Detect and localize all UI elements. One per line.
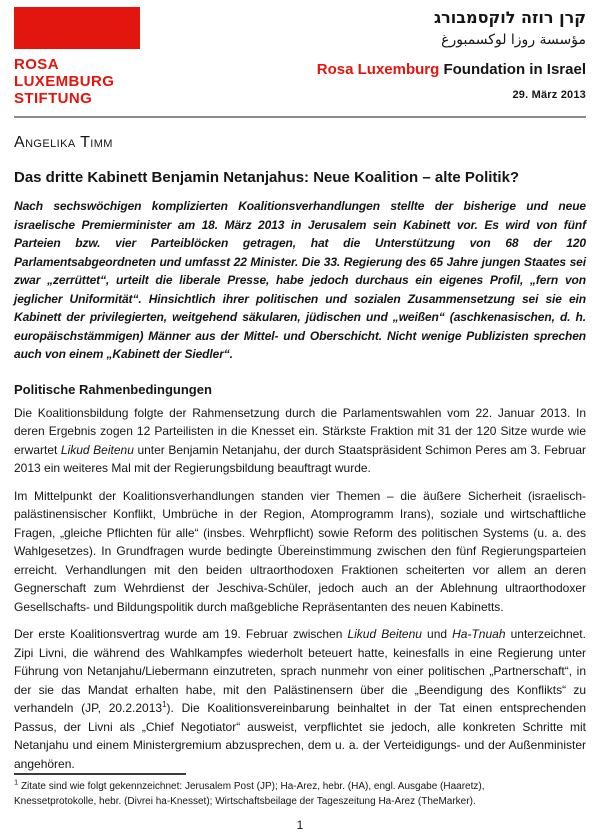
- org-name-english: [317, 61, 586, 79]
- paragraph-text: unter Benjamin Netanjahu, der durch Staatspräsident Schimon Peres am 3. Februar 2013 ein weiteres Mal mit der Regierungsbildung beauftragt wurde.: [14, 442, 586, 475]
- footnote-reference: 1: [162, 700, 167, 709]
- document-date: 29. März 2013: [512, 89, 586, 101]
- party-name: Likud Beitenu: [347, 627, 422, 641]
- paragraph-text: ). Die Koalitionsvereinbarung beinhaltet in der Tat einen entsprechenden Passus, der Livni als „Chief Negotiator“ ausweist, verpflichtet sie jedoch, alle konkreten Schritte mit Netanjahu und einem Ministergremium abzusprechen, dem u. a. der Verteidigungs- und der Außenminister angehören.: [14, 701, 586, 771]
- party-name: Ha-Tnuah: [452, 627, 506, 641]
- paragraph-text: Die Koalitionsbildung folgte der Rahmensetzung durch die Parlamentswahlen vom 22. Januar 2013. In deren Ergebnis zogen 12 Parteilisten in die Knesset ein. Stärkste Fraktion mit 31 der 120 Sitze wurde wie erwartet: [14, 405, 586, 457]
- footnote-text: Zitate sind wie folgt gekennzeichnet: Jerusalem Post (JP); Ha-Arez, hebr. (HA), engl. Ausgabe (Haaretz), Knessetprotokolle, hebr. (Divrei ha-Knesset); Wirtschaftsbeilage der Tageszeitung Ha-Arez (TheMarker).: [14, 781, 485, 807]
- party-name: Likud Beitenu: [60, 442, 134, 457]
- footnote: [14, 777, 519, 809]
- org-name-red-part: Rosa Luxemburg: [316, 61, 440, 78]
- article-title: Das dritte Kabinett Benjamin Netanjahus: Neue Koalition – alte Politik?: [14, 169, 520, 186]
- intro-abstract: Nach sechswöchigen komplizierten Koalitionsverhandlungen stellte der bisherige und neue israelische Premierminister am 18. März 2013 in Jerusalem sein Kabinett vor. Es wird von fünf Parteien bzw. vier Parteiblöcken getragen, hat die Unterstützung von 68 der 120 Parlamentsabgeordneten und umfasst 22 Minister. Die 33. Regierung des 65 Jahre jungen Staates sei zwar „zerrüttet“, urteilt die liberale Presse, habe jedoch durchaus ein eigenes Profil, „fern von jeglicher Uniformität“. Hinsichtlich ihrer politischen und sozialen Zusammensetzung sei sie ein Kabinett der privilegierten, weitgehend säkularen, jüdischen und „weißen“ (aschkenasischen, d. h. europäischstämmigen) Männer aus der Mittel- und Oberschicht. Nicht wenige Publizisten sprechen auch von einem „Kabinett der Siedler“.: [14, 199, 586, 361]
- paragraph: [14, 404, 586, 478]
- section-heading: Politische Rahmenbedingungen: [14, 381, 212, 397]
- author-name: Angelika Timm: [14, 134, 113, 151]
- footnote-marker: 1: [14, 777, 19, 787]
- document-header: [14, 7, 586, 107]
- logo-text-line: STIFTUNG: [14, 90, 93, 107]
- document-footer: [14, 773, 586, 832]
- page-number: 1: [296, 818, 304, 832]
- logo-red-block: [14, 7, 140, 49]
- org-name-black-part: Foundation in Israel: [443, 61, 586, 78]
- header-right-block: [317, 7, 586, 101]
- org-name-hebrew: קרן רוזה לוקסמבורג: [433, 8, 586, 27]
- rls-logo: [14, 7, 140, 107]
- paragraph-text: unterzeichnet. Zipi Livni, die während des Wahlkampfes wiederholt beteuert hatte, keinesfalls in eine Regierung unter Führung von Netanjahu/Liebermann einzutreten, sprach nunmehr von einer politischen „Partnerschaft“, in der sie das Mandat erhalten habe, mit den Palästinensern über die „Beendigung des Konflikts“ zu verhandeln (JP, 20.2.2013: [14, 627, 586, 715]
- paragraph-text: Der erste Koalitionsvertrag wurde am 19. Februar zwischen: [14, 627, 348, 641]
- org-name-arabic: مؤسسة روزا لوكسمبورغ: [441, 32, 586, 48]
- logo-text-line: ROSA: [14, 56, 59, 73]
- footnote-divider: [14, 773, 186, 775]
- logo-text-line: LUXEMBURG: [14, 73, 115, 90]
- paragraph-text: und: [421, 627, 453, 641]
- paragraph: Im Mittelpunkt der Koalitionsverhandlungen standen vier Themen – die äußere Sicherheit (israelisch-palästinensischer Konflikt, Umbrüche in der Region, Atomprogramm Irans), soziale und wirtschaftliche Fragen, „gleiche Pflichten für alle“ (insbes. Wehrpflicht) sowie Reform des politischen Systems (u. a. des Wahlgesetzes). In Grundfragen wurde bedingte Übereinstimmung zwischen den fünf Regierungsparteien erreicht. Verhandlungen mit den beiden ultraorthodoxen Fraktionen scheiterten vor allem an deren Gegnerschaft zum Wehrdienst der Jeschiva-Schüler, jedoch auch an der Ablehnung ultraorthodoxer Gesellschafts- und Bildungspolitik durch maßgebliche Repräsentanten des neuen Kabinetts.: [14, 488, 586, 614]
- paragraph: [14, 625, 586, 773]
- header-divider: [14, 116, 586, 118]
